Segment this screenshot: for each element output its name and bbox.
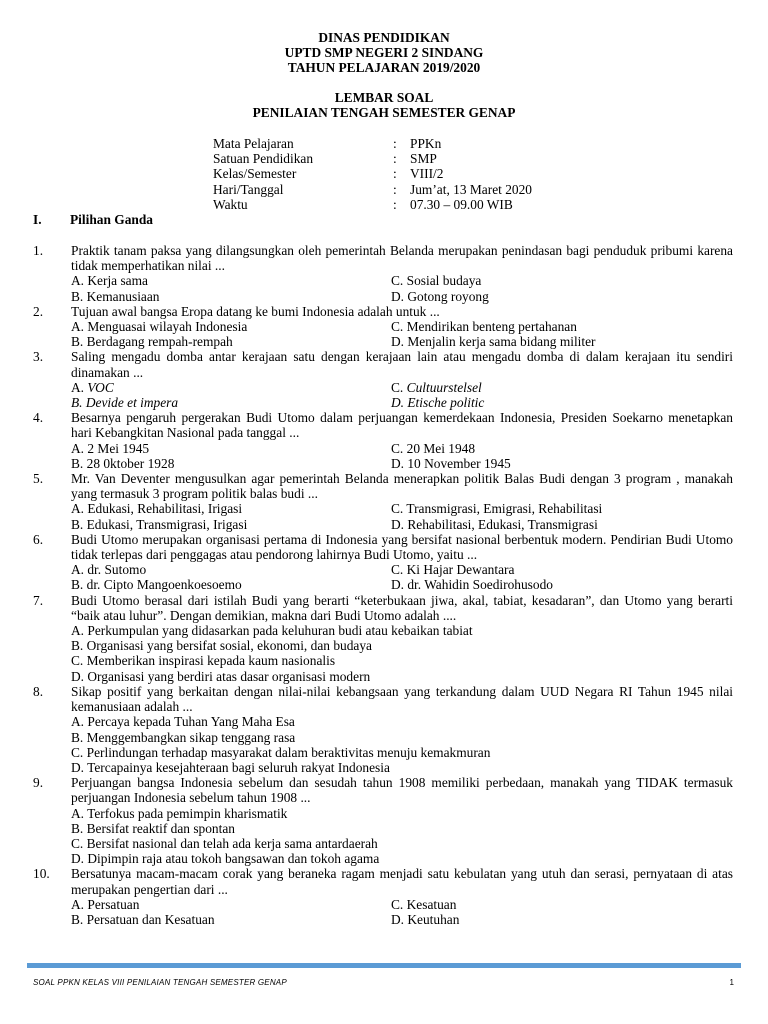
footer-title: SOAL PPKN KELAS VIII PENILAIAN TENGAH SEMESTER GENAP — [33, 978, 287, 987]
question-stem: Mr. Van Deventer mengusulkan agar pemerintah Belanda menerapkan politik Balas Budi dengan 3 program , manakah yang termasuk 3 program politik balas budi ... — [71, 471, 733, 502]
exam-info-table — [213, 136, 532, 212]
info-value: SMP — [410, 151, 437, 167]
document-header — [0, 30, 768, 120]
question-10 — [33, 866, 733, 927]
option-d: D. Keutuhan — [391, 911, 460, 927]
option-c: C. Mendirikan benteng pertahanan — [391, 319, 577, 335]
option-a: A. VOC — [71, 379, 114, 395]
option-a: A. Persatuan — [71, 896, 140, 912]
option-c: C. 20 Mei 1948 — [391, 440, 476, 456]
option-d: D. Gotong royong — [391, 288, 489, 304]
option-d: D. Menjalin kerja sama bidang militer — [391, 334, 596, 350]
info-key: Kelas/Semester — [213, 166, 297, 182]
question-stem: Besarnya pengaruh pergerakan Budi Utomo dalam perjuangan kemerdekaan Indonesia, Presiden Soekarno menetapkan hari Kebangkitan Nasional pada tanggal ... — [71, 410, 733, 441]
section-number: I. — [33, 212, 42, 227]
question-1 — [33, 243, 733, 304]
question-number: 4. — [33, 410, 44, 426]
option-b: B. Organisasi yang bersifat sosial, ekonomi, dan budaya — [71, 638, 372, 654]
info-key: Hari/Tanggal — [213, 181, 284, 197]
info-row-subject: Mata Pelajaran : PPKn — [213, 136, 442, 151]
header-sheet-title: LEMBAR SOAL — [334, 90, 434, 105]
option-c: C. Bersifat nasional dan telah ada kerja sama antardaerah — [71, 835, 378, 851]
option-c: C. Ki Hajar Dewantara — [391, 562, 515, 578]
option-b: B. Bersifat reaktif dan spontan — [71, 820, 235, 836]
question-number: 7. — [33, 592, 44, 608]
option-c: C. Transmigrasi, Emigrasi, Rehabilitasi — [391, 501, 603, 517]
question-7 — [33, 593, 733, 684]
option-b: B. Edukasi, Transmigrasi, Irigasi — [71, 516, 248, 532]
option-b: B. Devide et impera — [71, 395, 179, 411]
question-number: 1. — [33, 243, 44, 258]
question-stem: Bersatunya macam-macam corak yang beraneka ragam menjadi satu kebulatan yang utuh dan serasi, pernyataan di atas merupakan pengertian dari ... — [71, 866, 733, 897]
question-6 — [33, 532, 733, 593]
question-stem: Sikap positif yang berkaitan dengan nilai-nilai kebangsaan yang terkandung dalam UUD Negara RI Tahun 1945 nilai kemanusiaan adalah ... — [71, 683, 733, 715]
option-c: C. Sosial budaya — [391, 273, 482, 289]
question-stem: Tujuan awal bangsa Eropa datang ke bumi Indonesia adalah untuk ... — [71, 303, 440, 319]
info-value: PPKn — [410, 136, 442, 151]
option-c: C. Perlindungan terhadap masyarakat dalam beraktivitas menuju kemakmuran — [71, 744, 491, 760]
option-a: A. Edukasi, Rehabilitasi, Irigasi — [71, 501, 243, 517]
option-c: C. Cultuurstelsel — [391, 379, 482, 395]
info-value: VIII/2 — [410, 166, 444, 182]
option-a: A. Menguasai wilayah Indonesia — [71, 319, 248, 335]
header-year: TAHUN PELAJARAN 2019/2020 — [287, 60, 481, 75]
option-d: D. 10 November 1945 — [391, 455, 511, 471]
info-value: 07.30 – 09.00 WIB — [410, 196, 513, 212]
info-row-time: Waktu : 07.30 – 09.00 WIB — [213, 196, 513, 212]
question-number: 8. — [33, 683, 44, 699]
question-number: 5. — [33, 471, 44, 487]
question-8 — [33, 684, 733, 775]
info-row-date: Hari/Tanggal : Jum’at, 13 Maret 2020 — [213, 181, 532, 197]
option-b: B. Kemanusiaan — [71, 288, 160, 304]
option-d: D. Organisasi yang berdiri atas dasar organisasi modern — [71, 668, 371, 684]
question-number: 2. — [33, 303, 44, 319]
question-stem: Saling mengadu domba antar kerajaan satu dengan kerajaan lain atau mengadu domba di dalam kerajaan itu sendiri dinamakan ... — [71, 349, 733, 380]
option-d: D. dr. Wahidin Soedirohusodo — [391, 577, 553, 593]
question-stem: Budi Utomo berasal dari istilah Budi yang berarti “keterbukaan jiwa, akal, tabiat, kesadaran”, dan Utomo yang berarti “baik atau luhur”. Dengan demikian, makna dari Budi Utomo adalah .... — [71, 592, 733, 623]
info-value: Jum’at, 13 Maret 2020 — [410, 181, 532, 197]
option-a: A. Terfokus pada pemimpin kharismatik — [71, 805, 288, 821]
question-number: 10. — [33, 866, 50, 882]
info-row-level: Satuan Pendidikan : SMP — [213, 151, 437, 167]
option-b: B. Persatuan dan Kesatuan — [71, 911, 215, 927]
option-b: B. dr. Cipto Mangoenkoesoemo — [71, 577, 242, 593]
info-key: Mata Pelajaran — [213, 136, 294, 151]
section-heading — [33, 212, 153, 228]
option-b: B. Menggembangkan sikap tenggang rasa — [71, 729, 296, 745]
option-b: B. Berdagang rempah-rempah — [71, 334, 233, 350]
option-a: A. Percaya kepada Tuhan Yang Maha Esa — [71, 714, 295, 730]
header-exam-title: PENILAIAN TENGAH SEMESTER GENAP — [252, 105, 516, 120]
page-number: 1 — [729, 978, 734, 987]
header-school: UPTD SMP NEGERI 2 SINDANG — [284, 45, 484, 60]
question-number: 6. — [33, 531, 44, 547]
info-key: Satuan Pendidikan — [213, 151, 314, 167]
option-a: A. 2 Mei 1945 — [71, 440, 150, 456]
question-stem: Budi Utomo merupakan organisasi pertama di Indonesia yang bersifat nasional berbentuk modern. Pendirian Budi Utomo tidak terlepas dari penggagas atau pendorong lahirnya Budi Utomo, yaitu ... — [71, 531, 733, 563]
option-d: D. Dipimpin raja atau tokoh bangsawan dan tokoh agama — [71, 851, 380, 867]
question-stem: Perjuangan bangsa Indonesia sebelum dan sesudah tahun 1908 memiliki perbedaan, manakah yang TIDAK termasuk perjuangan Indonesia sebelum tahun 1908 ... — [71, 775, 733, 806]
option-d: D. Etische politic — [391, 395, 485, 411]
option-a: A. Kerja sama — [71, 273, 148, 289]
option-b: B. 28 0ktober 1928 — [71, 455, 175, 471]
question-list — [33, 243, 733, 927]
question-9 — [33, 775, 733, 866]
section-title: Pilihan Ganda — [70, 212, 153, 227]
question-3 — [33, 349, 733, 410]
option-d: D. Tercapainya kesejahteraan bagi seluruh rakyat Indonesia — [71, 759, 390, 775]
header-agency: DINAS PENDIDIKAN — [318, 30, 450, 45]
question-number: 3. — [33, 349, 44, 365]
option-c: C. Memberikan inspirasi kepada kaum nasionalis — [71, 653, 336, 669]
question-5 — [33, 471, 733, 532]
option-a: A. dr. Sutomo — [71, 562, 147, 578]
question-4 — [33, 410, 733, 471]
option-a: A. Perkumpulan yang didasarkan pada keluhuran budi atau kebaikan tabiat — [71, 623, 473, 639]
option-d: D. Rehabilitasi, Edukasi, Transmigrasi — [391, 516, 598, 532]
option-c: C. Kesatuan — [391, 896, 457, 912]
info-key: Waktu — [213, 196, 248, 212]
question-number: 9. — [33, 775, 44, 791]
question-2 — [33, 304, 733, 350]
info-row-class: Kelas/Semester : VIII/2 — [213, 166, 444, 182]
question-stem: Praktik tanam paksa yang dilangsungkan oleh pemerintah Belanda merupakan penindasan bagi penduduk pribumi karena tidak memperhatikan nilai ... — [71, 243, 733, 274]
footer-divider — [27, 963, 741, 968]
